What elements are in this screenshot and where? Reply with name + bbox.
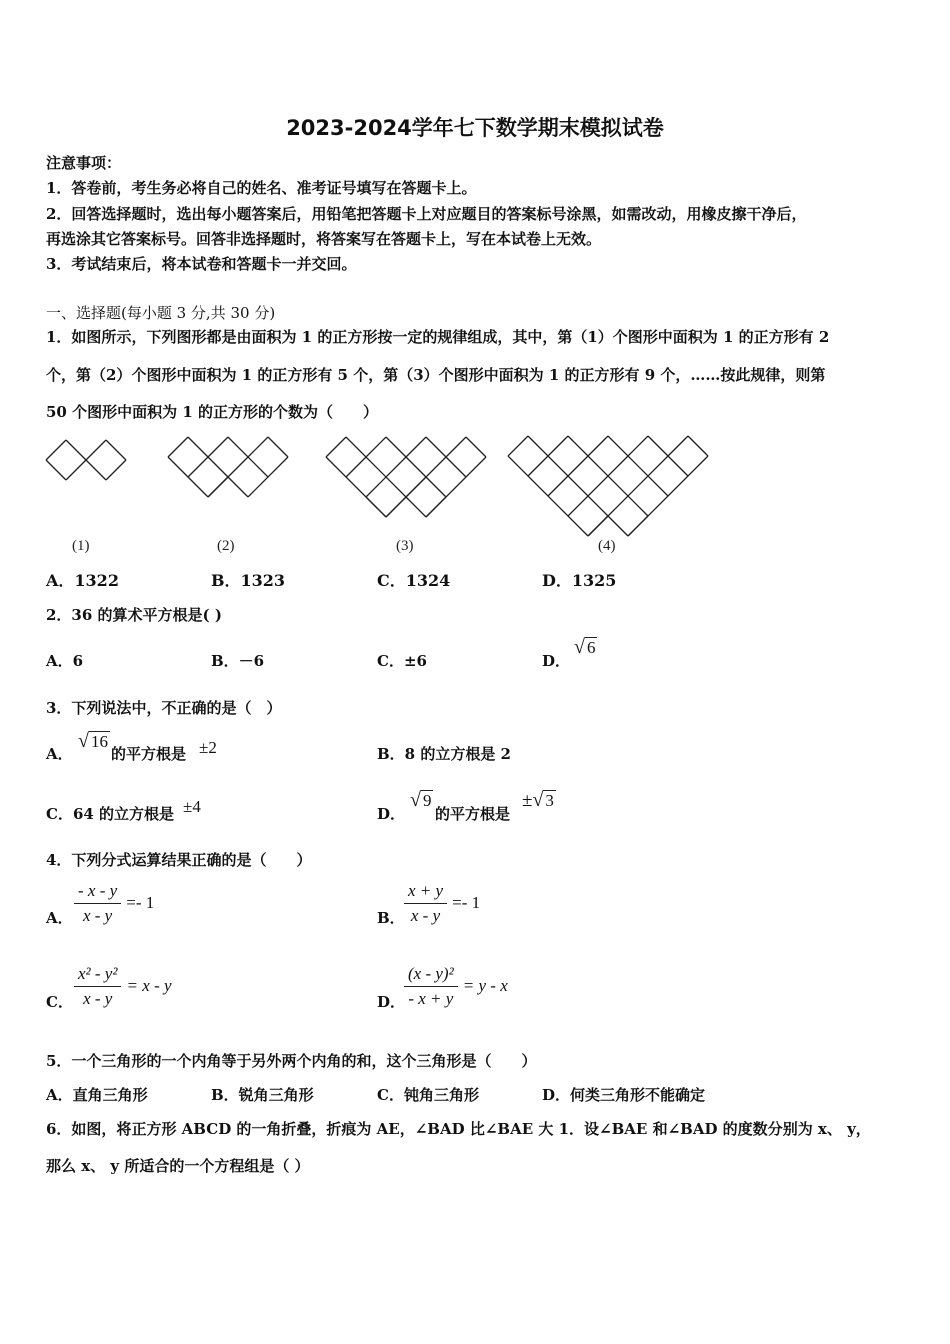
- q3-option-a-value: ±2: [199, 738, 217, 757]
- notice-item-3: 3．考试结束后，将本试卷和答题卡一并交回。: [46, 255, 357, 273]
- q4-option-c-fraction: [74, 964, 121, 1009]
- q3-option-d-sqrt: √ 9: [410, 789, 432, 811]
- q4-option-a-label: A．: [46, 909, 73, 927]
- q4-option-d-rhs: = y - x: [462, 976, 508, 995]
- q4-stem: 4．下列分式运算结果正确的是（ ）: [46, 851, 312, 869]
- q2-stem: 2．36 的算术平方根是( ): [46, 606, 222, 624]
- q1-line1: 1．如图所示，下列图形都是由面积为 1 的正方形按一定的规律组成，其中，第（1）个图形中面积为 1 的正方形有 2: [46, 328, 830, 346]
- q4-option-c-numerator: x² - y²: [74, 964, 121, 987]
- notice-item-2a: 2．回答选择题时，选出每小题答案后，用铅笔把答题卡上对应题目的答案标号涂黑，如需改动，用橡皮擦干净后，: [46, 205, 807, 223]
- q3-option-d-pm: ±: [522, 790, 533, 811]
- q3-stem: 3．下列说法中，不正确的是（ ）: [46, 699, 282, 717]
- q4-option-a-numerator: - x - y: [74, 881, 121, 904]
- q3-option-a-label: A．: [46, 745, 73, 763]
- q4-option-a-denominator: x - y: [82, 906, 113, 925]
- figure-label-2: (2): [217, 538, 235, 554]
- q4-option-d-fraction: [404, 964, 458, 1009]
- section-heading: 一、选择题(每小题 3 分,共 30 分): [46, 304, 276, 322]
- figure-4: [508, 436, 708, 536]
- q4-option-b-expr: [404, 881, 480, 926]
- q1-figures: [40, 430, 720, 540]
- q3-option-a-sqrt: √ 16: [78, 730, 108, 752]
- q2-option-b: B．－6: [211, 652, 265, 670]
- figure-3: [326, 437, 486, 517]
- q4-option-b-rhs: =- 1: [452, 893, 481, 912]
- figure-label-1: (1): [72, 538, 90, 554]
- q3-option-d-label: D．: [377, 805, 406, 823]
- q4-option-a-expr: [74, 881, 154, 926]
- q3-option-d-value: ±√ 3: [522, 789, 554, 811]
- q4-option-c-rhs: = x - y: [126, 976, 172, 995]
- q3-option-b: B．8 的立方根是 2: [377, 745, 511, 763]
- q3-option-a-text: 的平方根是: [111, 745, 187, 763]
- q5-option-c: C．钝角三角形: [377, 1086, 479, 1104]
- q1-line2: 个，第（2）个图形中面积为 1 的正方形有 5 个，第（3）个图形中面积为 1 的正方形有 9 个，……按此规律，则第: [46, 366, 826, 384]
- q2-option-d-label: D．: [542, 652, 571, 670]
- q2-option-c: C．±6: [377, 652, 427, 670]
- q1-option-c: C．1324: [377, 571, 451, 590]
- q3-option-d-text: 的平方根是: [435, 805, 511, 823]
- notice-item-1: 1．答卷前，考生务必将自己的姓名、准考证号填写在答题卡上。: [46, 179, 477, 197]
- q4-option-d-numerator: (x - y)²: [404, 964, 458, 987]
- q6-line2: 那么 x、 y 所适合的一个方程组是（ ）: [46, 1157, 310, 1175]
- q1-line3: 50 个图形中面积为 1 的正方形的个数为（ ）: [46, 403, 378, 421]
- q4-option-a-rhs: =- 1: [126, 893, 155, 912]
- q4-option-d-label: D．: [377, 993, 406, 1011]
- notice-item-2b: 再选涂其它答案标号。回答非选择题时，将答案写在答题卡上，写在本试卷上无效。: [46, 230, 602, 248]
- q3-option-d-radicand: 9: [422, 791, 432, 810]
- q5-option-b: B．锐角三角形: [211, 1086, 314, 1104]
- q4-option-b-numerator: x + y: [404, 881, 447, 904]
- q4-option-a-fraction: [74, 881, 121, 926]
- q1-option-d: D．1325: [542, 571, 617, 590]
- q5-stem: 5．一个三角形的一个内角等于另外两个内角的和，这个三角形是（ ）: [46, 1052, 537, 1070]
- q3-option-c-text: C．64 的立方根是: [46, 805, 175, 823]
- q3-option-d-radicand-2: 3: [545, 791, 554, 810]
- q2-option-d-sqrt: √ 6: [574, 636, 596, 658]
- q4-option-b-fraction: [404, 881, 447, 926]
- figure-label-3: (3): [396, 538, 414, 554]
- figure-1: [46, 440, 126, 480]
- page-title: 2023-2024学年七下数学期末模拟试卷: [286, 116, 664, 140]
- q1-option-b: B．1323: [211, 571, 286, 590]
- q4-option-d-denominator: - x + y: [408, 989, 454, 1008]
- q1-option-a: A．1322: [46, 571, 119, 590]
- q5-option-a: A．直角三角形: [46, 1086, 148, 1104]
- q4-option-b-denominator: x - y: [410, 906, 441, 925]
- figure-2: [168, 437, 288, 497]
- notice-heading: 注意事项：: [46, 154, 122, 172]
- q3-option-a-radicand: 16: [90, 732, 108, 751]
- q4-option-c-denominator: x - y: [83, 989, 113, 1008]
- q5-option-d: D．何类三角形不能确定: [542, 1086, 706, 1104]
- figure-label-4: (4): [598, 538, 616, 554]
- q4-option-c-label: C．: [46, 993, 73, 1011]
- q3-option-c-value: ±4: [183, 797, 201, 816]
- q4-option-c-expr: [74, 964, 172, 1009]
- q4-option-d-expr: [404, 964, 508, 1009]
- q6-line1: 6．如图，将正方形 ABCD 的一角折叠，折痕为 AE，∠BAD 比∠BAE 大 1．设∠BAE 和∠BAD 的度数分别为 x、 y，: [46, 1120, 871, 1138]
- q2-option-d-radicand: 6: [586, 638, 596, 657]
- q2-option-a: A．6: [46, 652, 84, 670]
- q4-option-b-label: B．: [377, 909, 405, 927]
